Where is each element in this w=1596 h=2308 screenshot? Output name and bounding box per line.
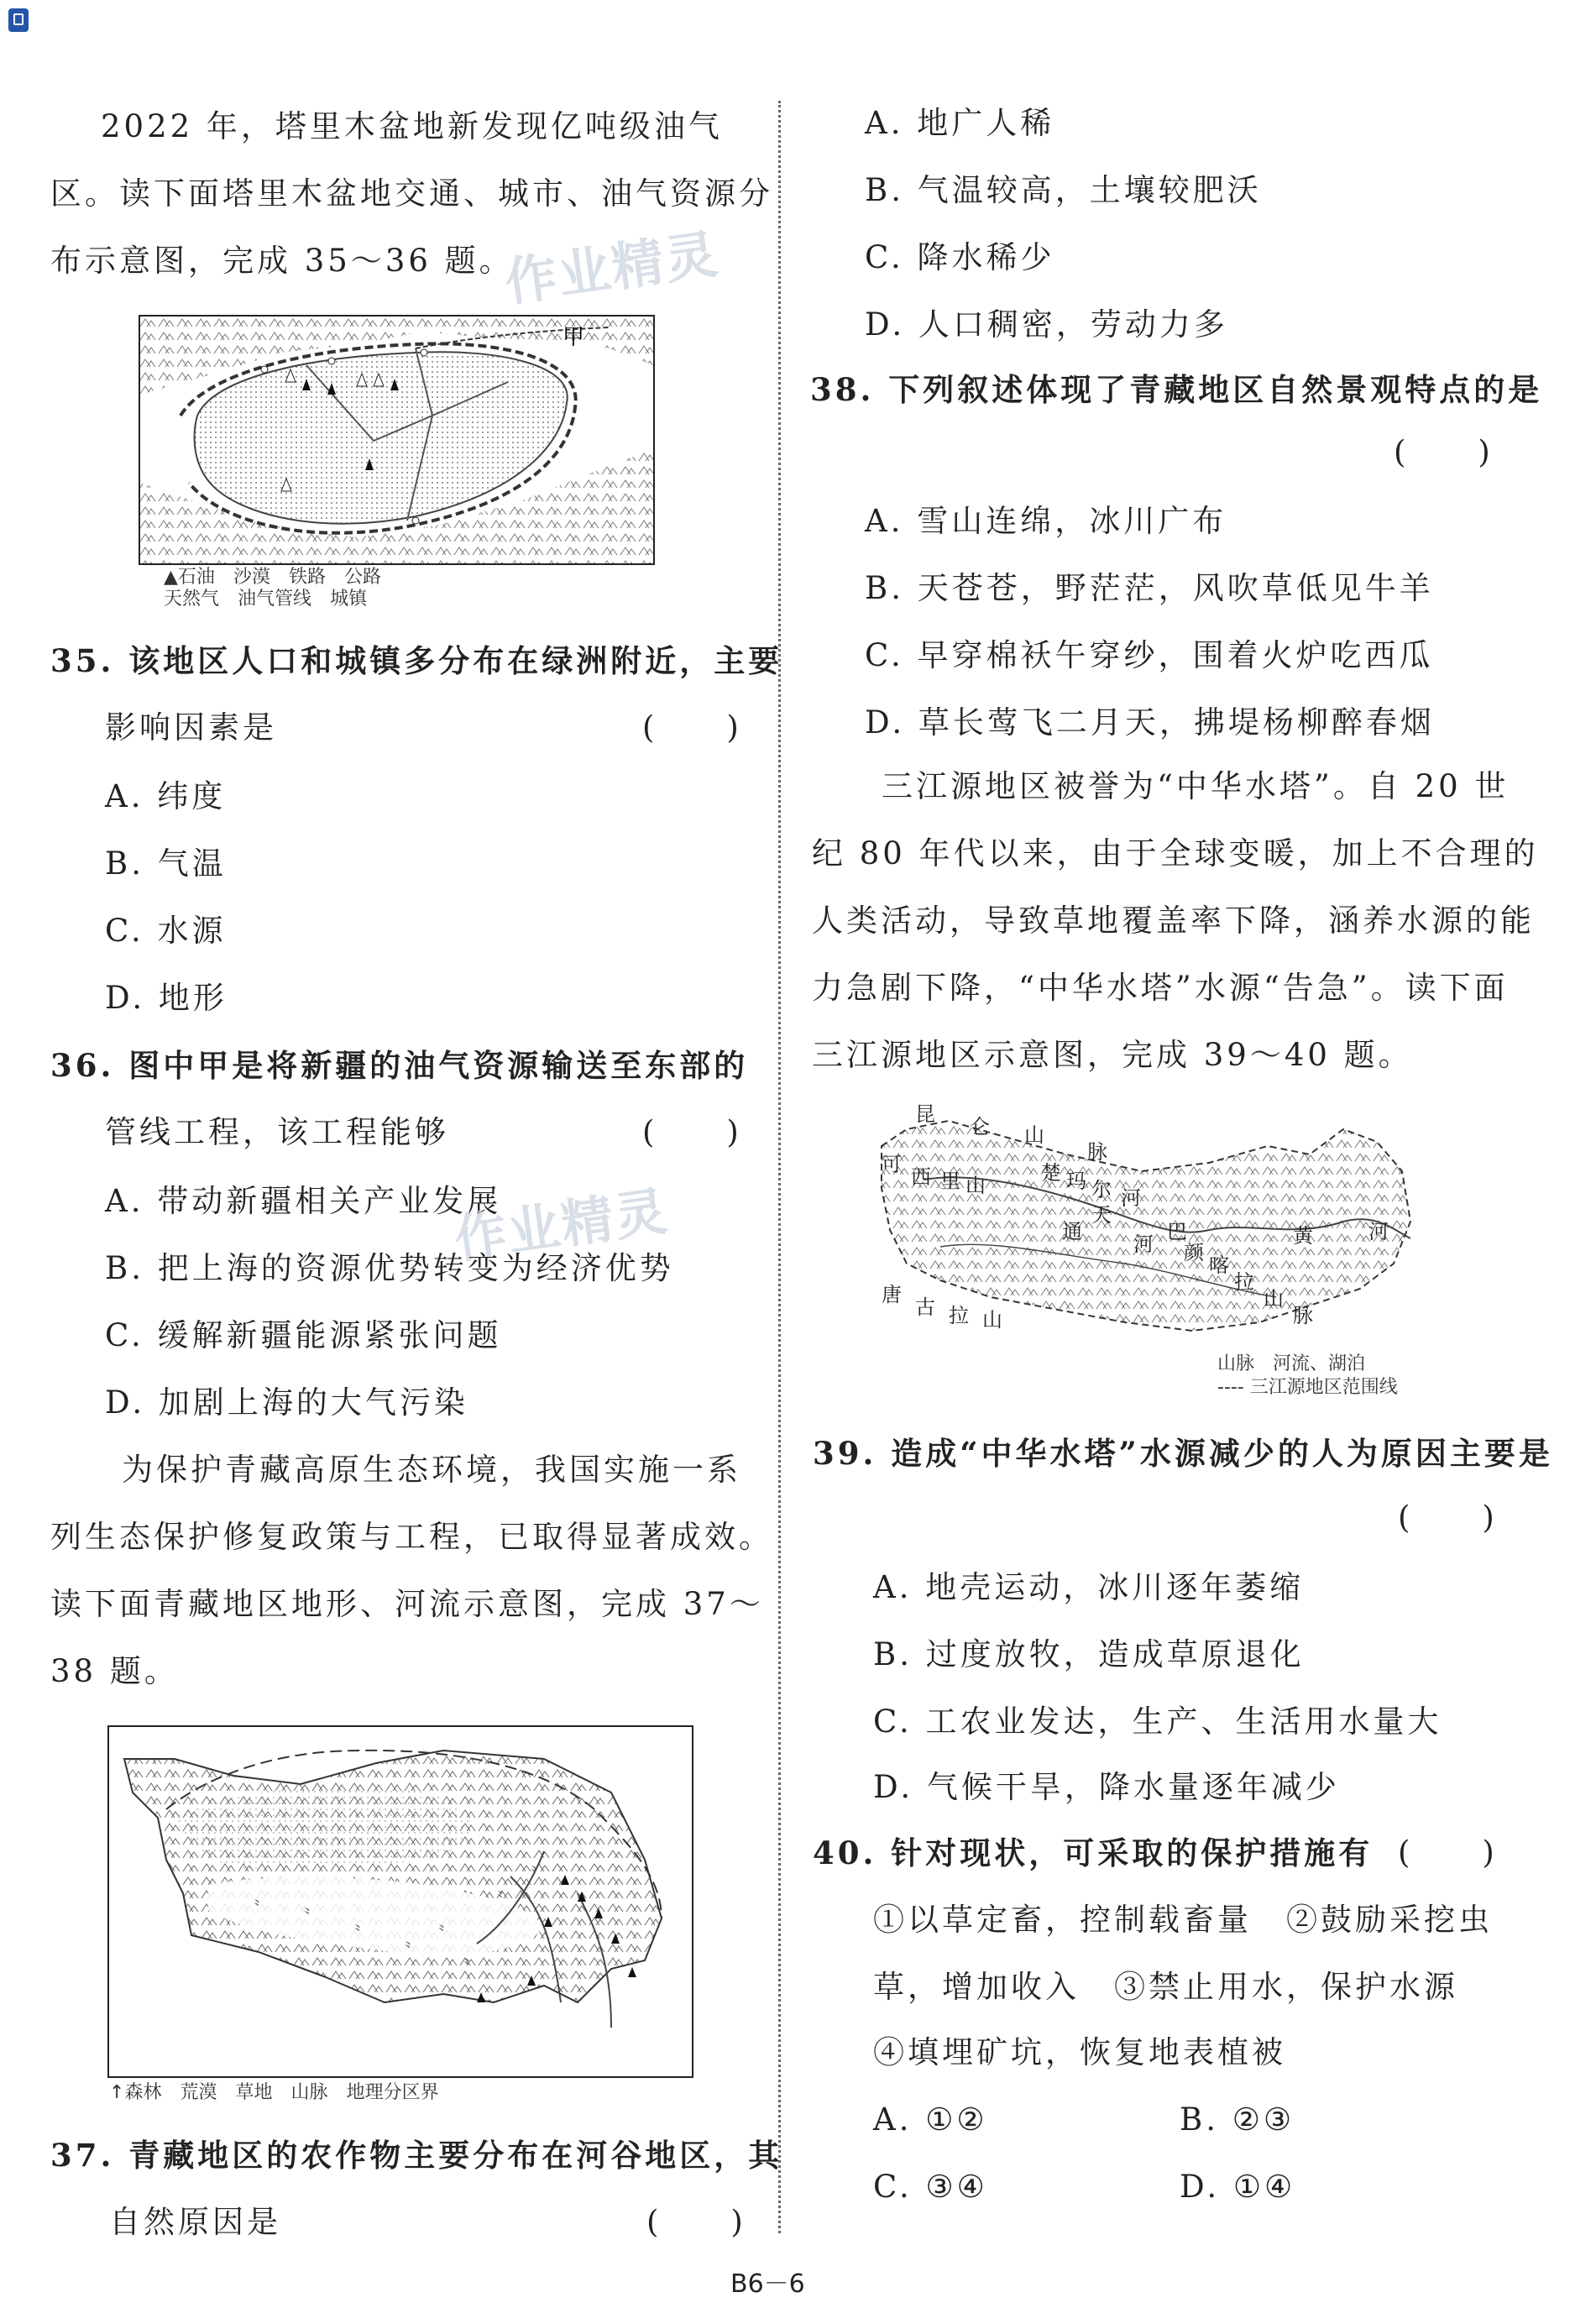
- q35-option-b[interactable]: B. 气温: [105, 845, 227, 882]
- intro2-line2: 列生态保护修复政策与工程，已取得显著成效。: [50, 1519, 773, 1555]
- q36-option-b[interactable]: B. 把上海的资源优势转变为经济优势: [105, 1250, 674, 1286]
- intro1-line3: 布示意图，完成 35～36 题。: [50, 243, 514, 279]
- svg-text:⺀: ⺀: [250, 1897, 264, 1913]
- intro3-line3: 人类活动，导致草地覆盖率下降，涵养水源的能: [812, 903, 1535, 939]
- q38-option-a[interactable]: A. 雪山连绵，冰川广布: [865, 503, 1227, 539]
- q38-bracket[interactable]: ( ): [1394, 434, 1494, 470]
- q35-option-d[interactable]: D. 地形: [105, 980, 228, 1016]
- svg-text:山: 山: [965, 1174, 986, 1197]
- q40-option-b[interactable]: B. ②③: [1180, 2101, 1295, 2138]
- watermark: 作业精灵: [500, 222, 723, 314]
- svg-text:尔: 尔: [1091, 1178, 1112, 1201]
- legend1-line2: 天然气 油气管线 城镇: [164, 589, 368, 610]
- q36-option-c[interactable]: C. 缓解新疆能源紧张问题: [105, 1317, 502, 1353]
- intro1-line1: 2022 年，塔里木盆地新发现亿吨级油气: [101, 108, 723, 144]
- svg-text:颜: 颜: [1184, 1241, 1204, 1264]
- q39-option-c[interactable]: C. 工农业发达，生产、生活用水量大: [873, 1704, 1442, 1740]
- svg-text:⺀: ⺀: [351, 1923, 365, 1939]
- svg-text:玛: 玛: [1066, 1170, 1086, 1193]
- q35-bracket[interactable]: ( ): [642, 709, 742, 746]
- q38-option-b[interactable]: B. 天苍苍，野茫茫，风吹草低见牛羊: [865, 570, 1434, 606]
- svg-text:昆: 昆: [915, 1102, 935, 1126]
- q39-stem: 39. 造成“中华水塔”水源减少的人为原因主要是: [813, 1435, 1553, 1472]
- column-divider: [778, 101, 781, 2233]
- tarim-map: [139, 315, 655, 565]
- svg-text:⺀: ⺀: [435, 1923, 449, 1939]
- legend1-line1: ▲石油 沙漠 铁路 公路: [164, 567, 382, 588]
- map1-marker: 甲: [563, 325, 585, 350]
- q39-option-b[interactable]: B. 过度放牧，造成草原退化: [873, 1636, 1305, 1672]
- svg-text:山: 山: [1264, 1287, 1284, 1311]
- svg-text:黄: 黄: [1293, 1224, 1313, 1248]
- intro3-line5: 三江源地区示意图，完成 39～40 题。: [812, 1037, 1413, 1073]
- intro2-line4: 38 题。: [50, 1653, 179, 1689]
- legend3-line1: 山脉 河流、湖泊: [1217, 1353, 1366, 1374]
- svg-text:巴: 巴: [1167, 1220, 1187, 1243]
- svg-text:拉: 拉: [949, 1304, 969, 1327]
- q37-option-b[interactable]: B. 气温较高，土壤较肥沃: [865, 172, 1262, 208]
- q36-option-a[interactable]: A. 带动新疆相关产业发展: [105, 1183, 502, 1219]
- q40-option-a[interactable]: A. ①②: [873, 2101, 988, 2138]
- svg-text:楚: 楚: [1041, 1161, 1061, 1185]
- svg-text:里: 里: [940, 1170, 960, 1193]
- legend2: ↑森林 荒漠 草地 山脉 地理分区界: [109, 2082, 439, 2103]
- watermark-2: 作业精灵: [450, 1180, 672, 1271]
- q38-option-d[interactable]: D. 草长莺飞二月天，拂堤杨柳醉春烟: [865, 704, 1435, 741]
- q38-option-c[interactable]: C. 早穿棉袄午穿纱，围着火炉吃西瓜: [865, 637, 1434, 673]
- q40-option-d[interactable]: D. ①④: [1180, 2169, 1296, 2205]
- q37-stem: 37. 青藏地区的农作物主要分布在河谷地区，其: [50, 2137, 783, 2174]
- qinghai-tibet-map: [107, 1725, 693, 2078]
- svg-text:仑: 仑: [970, 1115, 990, 1138]
- svg-text:脉: 脉: [1293, 1304, 1313, 1327]
- q37-option-c[interactable]: C. 降水稀少: [865, 239, 1055, 275]
- q40-body-line1: ①以草定畜，控制载畜量 ②鼓励采挖虫: [873, 1902, 1493, 1938]
- q39-option-a[interactable]: A. 地壳运动，冰川逐年萎缩: [873, 1569, 1305, 1605]
- q40-body-line2: 草，增加收入 ③禁止用水，保护水源: [873, 1969, 1458, 2005]
- svg-text:⺀: ⺀: [301, 1906, 315, 1922]
- svg-text:河: 河: [1121, 1186, 1141, 1210]
- q35-option-a[interactable]: A. 纬度: [105, 778, 227, 814]
- svg-text:可: 可: [882, 1153, 902, 1176]
- svg-text:喀: 喀: [1209, 1253, 1229, 1277]
- q37-option-d[interactable]: D. 人口稠密，劳动力多: [865, 306, 1228, 343]
- svg-text:⺀: ⺀: [401, 1939, 416, 1955]
- q37-option-a[interactable]: A. 地广人稀: [865, 105, 1055, 141]
- svg-text:天: 天: [1091, 1203, 1112, 1227]
- svg-text:拉: 拉: [1234, 1270, 1254, 1294]
- svg-text:唐: 唐: [882, 1283, 902, 1306]
- page-number: B6－6: [730, 2269, 805, 2299]
- q40-body-line3: ④填埋矿坑，恢复地表植被: [873, 2034, 1286, 2070]
- q36-option-d[interactable]: D. 加剧上海的大气污染: [105, 1384, 468, 1421]
- svg-text:⺀: ⺀: [494, 1889, 508, 1905]
- intro3-line1: 三江源地区被誉为“中华水塔”。自 20 世: [882, 768, 1510, 804]
- q39-bracket[interactable]: ( ): [1398, 1499, 1498, 1536]
- svg-text:山: 山: [1024, 1123, 1044, 1147]
- intro1-line2: 区。读下面塔里木盆地交通、城市、油气资源分: [50, 175, 773, 212]
- q37-stem2: 自然原因是: [109, 2204, 281, 2240]
- q35-option-c[interactable]: C. 水源: [105, 913, 227, 949]
- app-logo-icon: [8, 8, 29, 32]
- intro2-line1: 为保护青藏高原生态环境，我国实施一系: [122, 1452, 741, 1488]
- q39-option-d[interactable]: D. 气候干旱，降水量逐年减少: [873, 1769, 1340, 1805]
- sanjiangyuan-map: [873, 1096, 1419, 1348]
- svg-text:通: 通: [1062, 1220, 1082, 1243]
- svg-text:河: 河: [1133, 1233, 1154, 1256]
- q40-bracket[interactable]: ( ): [1398, 1834, 1498, 1871]
- q40-stem: 40. 针对现状，可采取的保护措施有: [813, 1834, 1374, 1871]
- q38-stem: 38. 下列叙述体现了青藏地区自然景观特点的是: [810, 371, 1543, 408]
- intro3-line4: 力急剧下降，“中华水塔”水源“告急”。读下面: [812, 970, 1509, 1006]
- intro3-line2: 纪 80 年代以来，由于全球变暖，加上不合理的: [812, 835, 1539, 871]
- svg-text:⺀: ⺀: [527, 1864, 542, 1880]
- svg-text:古: 古: [915, 1295, 935, 1319]
- q36-stem: 36. 图中甲是将新疆的油气资源输送至东部的: [50, 1047, 749, 1084]
- svg-text:⺀: ⺀: [460, 1956, 474, 1972]
- q36-stem2: 管线工程，该工程能够: [105, 1114, 449, 1150]
- svg-text:西: 西: [911, 1165, 931, 1189]
- q40-option-c[interactable]: C. ③④: [873, 2169, 988, 2205]
- q35-stem: 35. 该地区人口和城镇多分布在绿洲附近，主要: [50, 642, 783, 679]
- svg-text:脉: 脉: [1087, 1140, 1107, 1164]
- svg-text:山: 山: [982, 1308, 1002, 1332]
- q35-stem2: 影响因素是: [105, 709, 277, 746]
- intro2-line3: 读下面青藏地区地形、河流示意图，完成 37～: [50, 1586, 764, 1622]
- q36-bracket[interactable]: ( ): [642, 1114, 742, 1150]
- q37-bracket[interactable]: ( ): [646, 2204, 746, 2240]
- legend3-line2: ---- 三江源地区范围线: [1217, 1377, 1398, 1398]
- svg-text:河: 河: [1368, 1220, 1389, 1243]
